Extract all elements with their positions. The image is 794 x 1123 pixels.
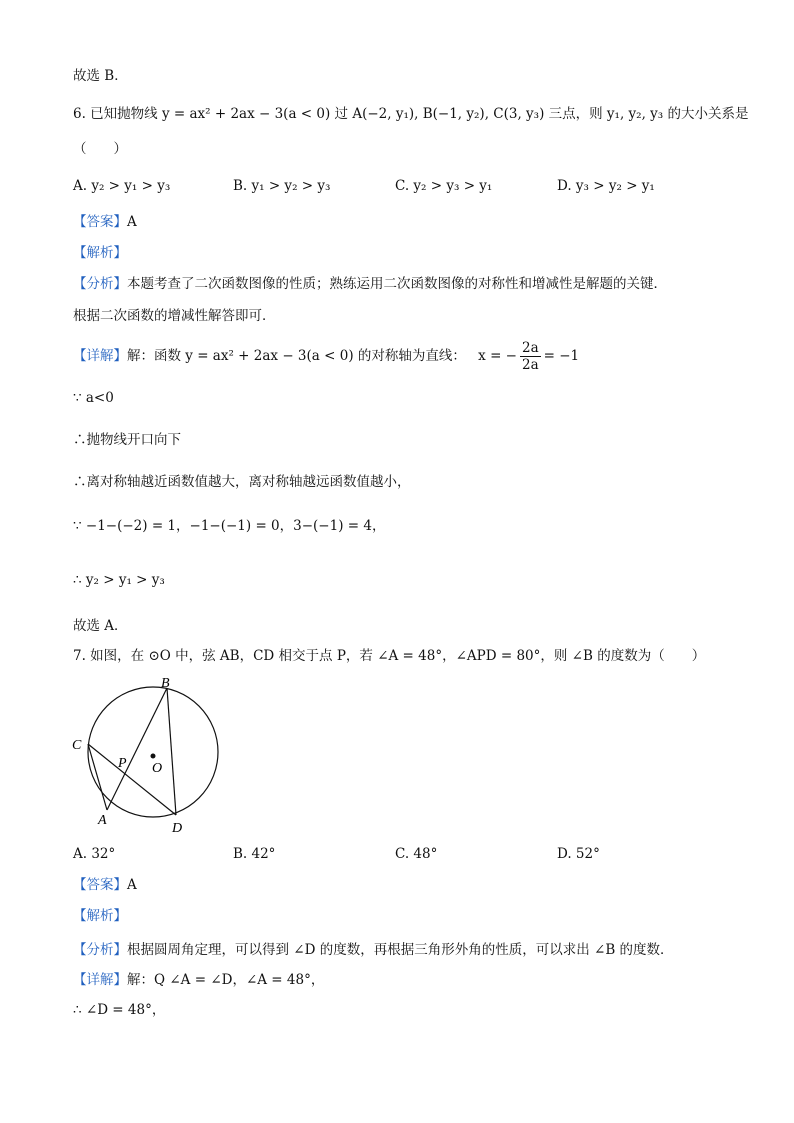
answer-6-value: A bbox=[127, 214, 137, 230]
xiangjie-tag-7: 【详解】 bbox=[73, 972, 127, 988]
conclusion-a: 故选 A． bbox=[73, 618, 128, 634]
q7-option-a: A. 32° bbox=[73, 846, 116, 862]
analysis-tag-6: 【解析】 bbox=[73, 245, 127, 261]
step-3: ∴离对称轴越近函数值越大，离对称轴越远函数值越小， bbox=[73, 474, 411, 490]
fenxi-6 bbox=[73, 274, 667, 294]
segment-bd bbox=[167, 688, 176, 815]
step-4: ∵ −1−(−2) = 1，−1−(−1) = 0，3−(−1) = 4， bbox=[73, 518, 386, 534]
chord-ab bbox=[107, 688, 167, 810]
q7-option-b: B. 42° bbox=[233, 846, 276, 862]
analysis-tag-7: 【解析】 bbox=[73, 908, 127, 924]
label-d: D bbox=[172, 821, 183, 836]
label-a: A bbox=[98, 813, 107, 828]
xiangjie-7-text: 解：Q ∠A = ∠D，∠A = 48°， bbox=[127, 972, 325, 988]
xiangjie-7 bbox=[73, 970, 324, 990]
chord-cd bbox=[88, 744, 176, 815]
step-5: ∴ y₂ > y₁ > y₃ bbox=[73, 572, 165, 588]
center-point bbox=[151, 754, 156, 759]
q7-option-c: C. 48° bbox=[395, 846, 438, 862]
q6-option-d: D. y₃ > y₂ > y₁ bbox=[557, 178, 655, 194]
axis-equation-lhs: x = − bbox=[478, 348, 517, 364]
xiangjie-tag: 【详解】 bbox=[73, 348, 127, 364]
step-7: ∴ ∠D = 48°， bbox=[73, 1002, 166, 1018]
label-b: B bbox=[161, 676, 170, 691]
answer-tag: 【答案】 bbox=[73, 214, 127, 230]
q7-option-d: D. 52° bbox=[557, 846, 600, 862]
label-p: P bbox=[118, 756, 127, 771]
q6-option-a: A. y₂ > y₁ > y₃ bbox=[73, 178, 171, 194]
fenxi-tag: 【分析】 bbox=[73, 276, 127, 292]
answer-tag-7: 【答案】 bbox=[73, 877, 127, 893]
fenxi-tag-7: 【分析】 bbox=[73, 942, 127, 958]
fenxi-7-text: 根据圆周角定理，可以得到 ∠D 的度数，再根据三角形外角的性质，可以求出 ∠B 的度数． bbox=[127, 942, 674, 958]
circle-o bbox=[88, 687, 218, 817]
segment-ca bbox=[88, 744, 107, 810]
question-6: 6. 已知抛物线 y = ax² + 2ax − 3(a < 0) 过 A(−2, y₁), B(−1, y₂), C(3, y₃) 三点，则 y₁, y₂, y₃ 的大小关系是 bbox=[73, 106, 749, 122]
fenxi-7 bbox=[73, 940, 674, 960]
question-7: 7. 如图，在 ⊙O 中，弦 AB，CD 相交于点 P，若 ∠A = 48°，∠APD = 80°，则 ∠B 的度数为（ ） bbox=[73, 648, 706, 664]
fraction-denominator: 2a bbox=[522, 357, 539, 373]
axis-equation-rhs: = −1 bbox=[543, 348, 580, 364]
conclusion-b: 故选 B． bbox=[73, 68, 128, 84]
q6-option-b: B. y₁ > y₂ > y₃ bbox=[233, 178, 331, 194]
fenxi-6-line2: 根据二次函数的增减性解答即可． bbox=[73, 308, 276, 324]
q6-option-c: C. y₂ > y₃ > y₁ bbox=[395, 178, 493, 194]
xiangjie-6-text: 解：函数 y = ax² + 2ax − 3(a < 0) 的对称轴为直线： bbox=[127, 348, 466, 364]
fenxi-6-text: 本题考查了二次函数图像的性质；熟练运用二次函数图像的对称性和增减性是解题的关键． bbox=[127, 276, 667, 292]
answer-7-value: A bbox=[127, 877, 137, 893]
label-c: C bbox=[72, 738, 82, 753]
label-o: O bbox=[152, 761, 163, 776]
answer-6 bbox=[73, 212, 137, 232]
axis-fraction bbox=[520, 340, 541, 373]
answer-7 bbox=[73, 875, 137, 895]
fraction-numerator: 2a bbox=[522, 340, 539, 356]
question-6-paren: （ ） bbox=[73, 141, 127, 157]
step-1: ∵ a<0 bbox=[73, 390, 114, 406]
xiangjie-6 bbox=[73, 340, 579, 373]
step-2: ∴抛物线开口向下 bbox=[73, 432, 181, 448]
circle-figure bbox=[70, 672, 230, 842]
